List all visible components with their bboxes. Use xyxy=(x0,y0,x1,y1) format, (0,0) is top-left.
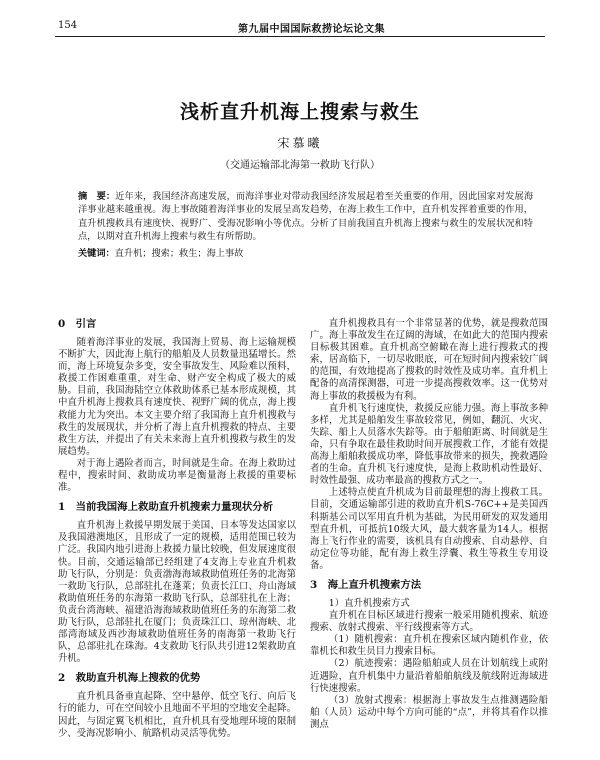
section-heading: 2 救助直升机海上搜救的优势 xyxy=(58,672,201,685)
section-heading: 3 海上直升机搜索方法 xyxy=(310,578,422,591)
abstract-label: 摘 要： xyxy=(78,191,116,202)
list-item: （3）放射式搜索：根据海上事故发生点推测遇险船舶（人员）运动中每个方向可能的“点”，并将其看作以推测点 xyxy=(310,694,548,730)
keywords-text: 直升机；搜索；救生；海上事故 xyxy=(114,247,244,259)
right-column xyxy=(310,318,548,756)
keywords xyxy=(78,247,533,260)
abstract-block xyxy=(78,190,533,260)
list-item: （1）随机搜索：直升机在搜索区域内随机作业，依靠机长和救生员目力搜索目标。 xyxy=(310,634,548,658)
abstract xyxy=(78,190,533,244)
list-item: （2）航迹搜索：遇险船舶或人员在计划航线上或附近遇险，直升机集中力量沿着船舶航线及航线附近海域进行快速搜索。 xyxy=(310,658,548,694)
paper-title: 浅析直升机海上搜索与救生 xyxy=(179,101,420,123)
paragraph: 直升机飞行速度快，救援反应能力强。海上事故多种多样，尤其是船舶发生事故较常见，例如，翻沉、火灾、失踪、船上人员落水失踪等。由于船舶距离、时间就是生命，只有争取在最佳救助时间开展搜救工作，才能有效提高海上船舶救援成功率，降低事故带来的损失，挽救遇险者的生命。直升机飞行速度快，是海上救助机动性最好、时效性最强、成功率最高的搜救方式之一。 xyxy=(310,402,548,487)
abstract-text: 近年来，我国经济高速发展，而海洋事业对带动我国经济发展起着至关重要的作用，因此国家对发展海洋事业越来越重视。海上事故随着海洋事业的发展呈高发趋势，在海上救生工作中，直升机发挥着重要的作用，直升机搜救具有速度快、视野广、受海况影响小等优点。分析了目前我国直升机海上搜索与救生的发展状况和特点，以期对直升机海上搜索与救生有所帮助。 xyxy=(78,191,534,243)
section-heading: 1 当前我国海上救助直升机搜索力量现状分析 xyxy=(58,501,274,514)
paragraph: 直升机在目标区域进行搜索一般采用随机搜索、航迹搜索、放射式搜索、平行线搜索等方式。 xyxy=(310,610,548,634)
left-column xyxy=(58,318,296,756)
keywords-label: 关键词： xyxy=(78,247,115,259)
paper-author: 宋慕曦 xyxy=(277,136,323,150)
section-heading: 0 引言 xyxy=(58,318,97,330)
paragraph: 直升机搜救具有一个非常显著的优势，就是搜救范围广。海上事故发生在辽阔的海域，在如此大的范围内搜索目标极其困难。直升机高空俯瞰在海上进行搜救式的搜索，居高临下，一切尽收眼底，可在短时间内搜索较广阔的范围，有效地提高了搜救的时效性及成功率。直升机上配备的高清探测器，可进一步提高搜救效率。这一优势对海上事故的救援极为有利。 xyxy=(310,318,548,402)
subsection-heading: 1）直升机搜索方式 xyxy=(328,597,410,609)
running-header: 第九届中国国际救捞论坛论文集 xyxy=(238,24,385,35)
paragraph: 随着海洋事业的发展，我国海上贸易、海上运输规模不断扩大，因此海上航行的船舶及人员数量迅猛增长。然而，海上环境复杂多变，安全事故发生、风险难以预料，救援工作困难重重，对生命、财产安全构成了极大的威胁。目前，我国海陆空立体救助体系已基本形成规模，其中直升机海上搜救具有速度快、视野广阔的优点，海上搜救能力尤为突出。本文主要介绍了我国海上直升机搜救与救生的发展现状，并分析了海上直升机搜救的特点、主要救生方法，并提出了有关未来海上直升机搜救与救生的发展趋势。 xyxy=(58,337,296,457)
header-rule xyxy=(55,36,545,37)
paragraph: 对于海上遇险者而言，时间就是生命。在海上救助过程中，搜索时间、救助成功率是衡量海上救援的重要标准。 xyxy=(58,457,296,494)
page-number: 154 xyxy=(58,20,78,31)
paragraph: 上述特点使直升机成为目前最理想的海上搜救工具。目前，交通运输部引进的救助直升机S-76C++是美国西科斯基公司以军用直升机为基础，为民用研发的双发通用型直升机，可抵抗10级大风，最大载客量为14人。根据海上飞行作业的需要，该机具有自动搜索、自动悬停、自动定位等功能，配有海上救生浮囊、救生等救生专用设备。 xyxy=(310,487,548,571)
author-affiliation: （交通运输部北海第一救助飞行队） xyxy=(220,160,380,171)
paragraph: 直升机海上救援早期发展于美国、日本等发达国家以及我国港澳地区，且形成了一定的规模，适用范围已较为广泛。我国内地引进海上救援力量比较晚，但发展速度很快。目前，交通运输部已经组建了4支海上专业直升机救助飞行队，分别是：负责渤海海域救助值班任务的北海第一救助飞行队，总部驻扎在蓬莱；负责长江口、舟山海域救助值班任务的东海第一救助飞行队，总部驻扎在上海；负责台湾海峡、福建沿海海域救助值班任务的东海第二救助飞行队，总部驻扎在厦门；负责珠江口、琼州海峡、北部湾海域及西沙海域救助值班任务的南海第一救助飞行队，总部驻扎在珠海。4支救助飞行队共引进12架救助直升机。 xyxy=(58,520,296,665)
paragraph: 直升机具备垂直起降、空中悬停、低空飞行、向后飞行的能力，可在空间较小且地面不平坦的空地安全起降。因此，与固定翼飞机相比，直升机具有受地理环境的限制少、受海况影响小、航路机动灵活等优势。 xyxy=(58,691,296,739)
body-columns xyxy=(58,318,548,756)
